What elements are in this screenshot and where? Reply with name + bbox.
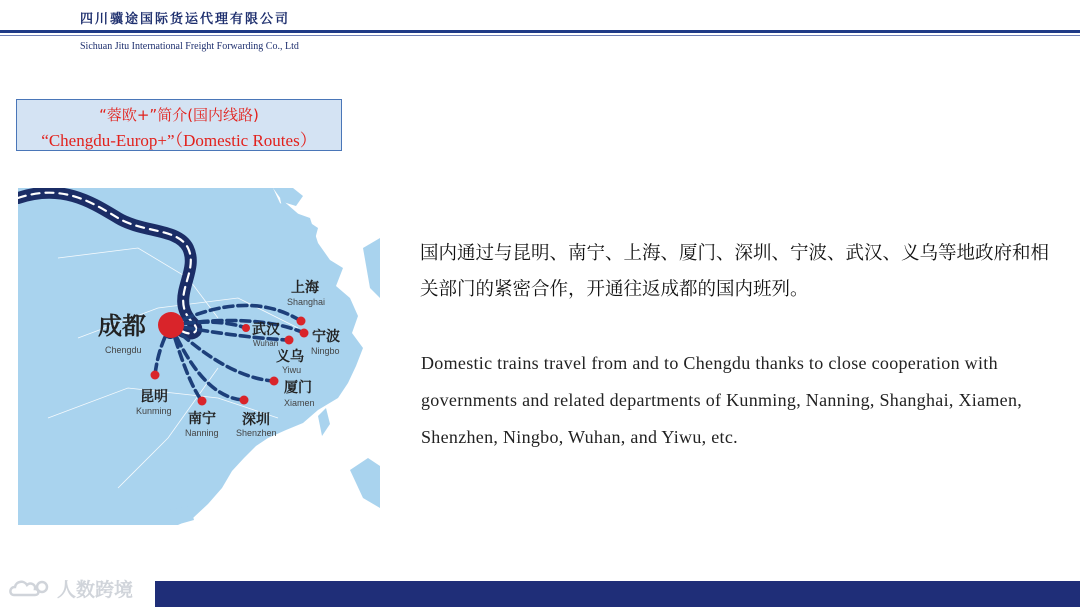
city-dot-ningbo bbox=[300, 329, 309, 338]
city-label-en: Nanning bbox=[185, 428, 219, 438]
city-label-en: Xiamen bbox=[284, 398, 315, 408]
city-dot-shenzhen bbox=[240, 396, 249, 405]
city-label-en: Ningbo bbox=[311, 346, 340, 356]
header-rule-thin bbox=[0, 35, 1080, 36]
description-cn: 国内通过与昆明、南宁、上海、厦门、深圳、宁波、武汉、义乌等地政府和相关部门的紧密合作，开通往返成都的国内班列。 bbox=[420, 243, 1050, 300]
city-label-en: Wuhan bbox=[253, 339, 279, 348]
city-dot-kunming bbox=[151, 371, 160, 380]
city-label-cn: 武汉 bbox=[252, 322, 280, 338]
city-dot-nanning bbox=[198, 397, 207, 406]
section-title-en: “Chengdu-Europ+”（Domestic Routes） bbox=[41, 131, 317, 150]
hub-label-cn: 成都 bbox=[98, 312, 146, 340]
route-map bbox=[18, 188, 380, 525]
cloud-logo-icon bbox=[8, 577, 52, 601]
city-dot-yiwu bbox=[285, 336, 294, 345]
city-label-cn: 昆明 bbox=[140, 389, 168, 405]
city-dot-shanghai bbox=[297, 317, 306, 326]
section-title-cn: “蓉欧+”简介(国内线路) bbox=[99, 106, 259, 124]
city-label-cn: 厦门 bbox=[284, 380, 312, 396]
hub-dot bbox=[158, 312, 184, 338]
city-dot-xiamen bbox=[270, 377, 279, 386]
company-name-en: Sichuan Jitu International Freight Forwarding Co., Ltd bbox=[80, 41, 299, 52]
header-rule bbox=[0, 30, 1080, 33]
watermark bbox=[8, 575, 133, 602]
footer-bar bbox=[155, 581, 1080, 607]
hub-label-en: Chengdu bbox=[105, 345, 142, 355]
city-label-cn: 义乌 bbox=[276, 349, 304, 365]
description-en: Domestic trains travel from and to Chengdu thanks to close cooperation with governments and related departments of Kunming, Nanning, Shanghai, Xiamen, Shenzhen, Ningbo, Wuhan, and Yiwu, etc. bbox=[421, 353, 1023, 447]
section-title-box bbox=[16, 99, 342, 151]
city-dot-wuhan bbox=[242, 324, 250, 332]
watermark-text: 人数跨境 bbox=[57, 579, 134, 601]
city-label-cn: 南宁 bbox=[188, 411, 216, 427]
city-label-en: Yiwu bbox=[282, 365, 302, 375]
city-label-en: Shanghai bbox=[287, 297, 326, 307]
city-label-en: Shenzhen bbox=[236, 428, 277, 438]
city-label-cn: 上海 bbox=[291, 280, 319, 296]
city-label-cn: 宁波 bbox=[312, 329, 340, 345]
company-name-cn: 四川骥途国际货运代理有限公司 bbox=[80, 12, 291, 27]
city-label-en: Kunming bbox=[136, 406, 172, 416]
city-label-cn: 深圳 bbox=[242, 412, 270, 428]
